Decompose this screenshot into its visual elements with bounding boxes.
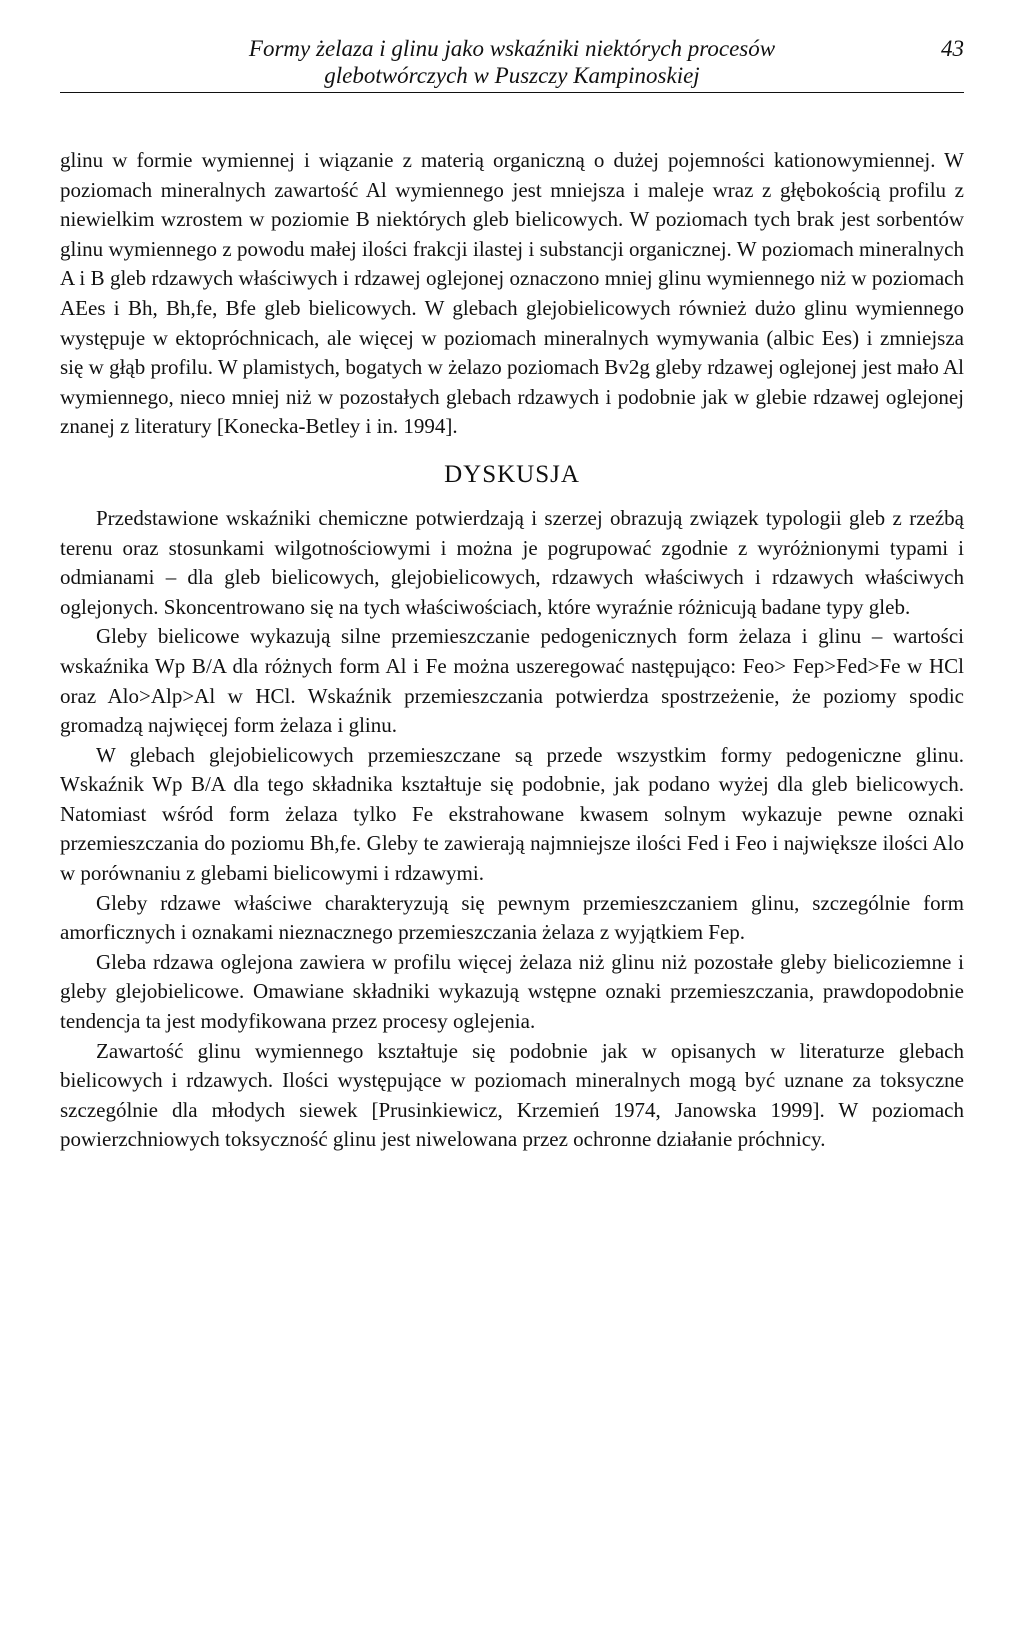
paragraph: Przedstawione wskaźniki chemiczne potwierdzają i szerzej obrazują związek typologii gleb z rzeźbą terenu oraz stosunkami wilgotnościowymi i można je pogrupować zgodnie z wyróżnionymi typami i odmianami – dla gleb bielicowych, glejobielicowych, rdzawych właściwych i rdzawych właściwych oglejonych. Skoncentrowano się na tych właściwościach, które wyraźnie różnicują badane typy gleb. <box>60 505 964 619</box>
paragraph: Zawartość glinu wymiennego kształtuje się podobnie jak w opisanych w literaturze glebach bielicowych i rdzawych. Ilości występujące w poziomach mineralnych mogą być uznane za toksyczne szczególnie dla młodych siewek [Prusinkiewicz, Krzemień 1974, Janowska 1999]. W poziomach powierzchniowych toksyczność glinu jest niwelowana przez ochronne działanie próchnicy. <box>60 1038 964 1152</box>
paragraph: glinu w formie wymiennej i wiązanie z materią organiczną o dużej pojemności kationowymiennej. W poziomach mineralnych zawartość Al wymiennego jest mniejsza i maleje wraz z głębokością profilu z niewielkim wzrostem w poziomie B niektórych gleb bielicowych. W poziomach tych brak jest sorbentów glinu wymiennego z powodu małej ilości frakcji ilastej i substancji organicznej. W poziomach mineralnych A i B gleb rdzawych właściwych i rdzawej oglejonej oznaczono mniej glinu wymiennego niż w poziomach AEes i Bh, Bh,fe, Bfe gleb bielicowych. W glebach glejobielicowych również dużo glinu wymiennego występuje w ektopróchnicach, ale więcej w poziomach mineralnych wymywania (albic Ees) i zmniejsza się w głąb profilu. W plamistych, bogatych w żelazo poziomach Bv2g gleby rdzawej oglejonej jest mało Al wymiennego, nieco mniej niż w pozostałych glebach rdzawych i podobnie jak w glebie rdzawej oglejonej znanej z literatury [Konecka-Betley i in. 1994]. <box>60 148 964 439</box>
paragraph: Gleby rdzawe właściwe charakteryzują się pewnym przemieszczaniem glinu, szczególnie form amorficznych i oznakami nieznacznego przemieszczania żelaza z wyjątkiem Fep. <box>60 890 964 945</box>
running-head-title-line-2: glebotwórczych w Puszczy Kampinoskiej <box>324 63 700 88</box>
running-head-title <box>60 35 964 89</box>
paragraph: Gleby bielicowe wykazują silne przemieszczanie pedogenicznych form żelaza i glinu – wartości wskaźnika Wp B/A dla różnych form Al i Fe można uszeregować następująco: Feo> Fep>Fed>Fe w HCl oraz Alo>Alp>Al w HCl. Wskaźnik przemieszczania potwierdza spostrzeżenie, że poziomy spodic gromadzą najwięcej form żelaza i glinu. <box>60 624 964 738</box>
running-head <box>60 32 964 93</box>
running-head-title-line-1: Formy żelaza i glinu jako wskaźniki niektórych procesów <box>248 36 776 61</box>
body-text <box>60 146 964 1155</box>
paragraph: W glebach glejobielicowych przemieszczane są przede wszystkim formy pedogeniczne glinu. Wskaźnik Wp B/A dla tego składnika kształtuje się podobnie, jak podano wyżej dla gleb bielicowych. Natomiast wśród form żelaza tylko Fe ekstrahowane kwasem solnym wykazuje pewne oznaki przemieszczania do poziomu Bh,fe. Gleby te zawierają najmniejsze ilości Fed i Feo i największe ilości Alo w porównaniu z glebami bielicowymi i rdzawymi. <box>60 742 964 886</box>
page-number: 43 <box>941 36 964 61</box>
section-heading: DYSKUSJA <box>444 460 580 488</box>
paragraph: Gleba rdzawa oglejona zawiera w profilu więcej żelaza niż glinu niż pozostałe gleby bielicoziemne i gleby glejobielicowe. Omawiane składniki wykazują wstępne oznaki przemieszczania, prawdopodobnie tendencja ta jest modyfikowana przez procesy oglejenia. <box>60 949 964 1034</box>
